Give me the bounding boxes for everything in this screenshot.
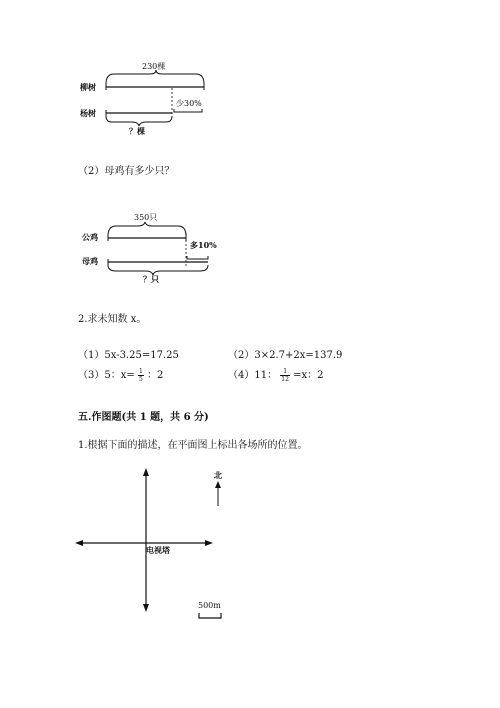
north-arrow-head	[215, 481, 221, 488]
equation-3-prefix: （3）5：x=	[78, 370, 135, 381]
equation-4	[228, 366, 324, 383]
fraction-numerator: 1	[280, 368, 290, 376]
axis-arrow-left	[75, 540, 83, 546]
diagram1-row2-label: 杨树	[80, 108, 96, 118]
diagram2-row1-label: 公鸡	[82, 232, 98, 242]
diagram2-total-label: 350只	[134, 213, 158, 222]
section-5-title: 五.作图题(共 1 题，共 6 分)	[78, 412, 209, 423]
equation-1: （1）5x-3.25=17.25	[78, 350, 179, 361]
diagram1-unknown-label: ？棵	[129, 126, 145, 136]
axis-arrow-up	[143, 468, 149, 476]
diagram2-total-brace	[108, 222, 186, 236]
diagram2-more-bracket	[187, 256, 208, 259]
diagram1-row1-label: 柳树	[80, 82, 96, 92]
fraction-denominator: 12	[281, 376, 289, 383]
scale-label: 500m	[198, 601, 221, 610]
diagram1-less-bracket	[174, 109, 202, 112]
fraction-numerator: 1	[138, 368, 143, 375]
equation-4-fraction	[280, 368, 290, 383]
section-2-title: 2.求未知数 x。	[78, 314, 147, 325]
tv-tower-label: 电视塔	[146, 545, 170, 555]
task-1-instruction: 1.根据下面的描述，在平面图上标出各场所的位置。	[78, 440, 308, 451]
axis-arrow-down	[143, 604, 149, 612]
question-2: （2）母鸡有多少只？	[78, 166, 175, 177]
equation-2: （2）3×2.7+2x=137.9	[228, 350, 343, 361]
equation-4-prefix: （4）11：	[228, 370, 278, 381]
equation-4-suffix: =x：2	[293, 370, 324, 381]
fraction-denominator: 5	[138, 376, 143, 383]
equation-3-suffix: ：2	[146, 370, 164, 381]
diagram2-unknown-label: ？只	[143, 274, 159, 284]
scale-bar	[199, 613, 221, 618]
equation-3	[78, 366, 163, 383]
diagram1-unknown-brace	[106, 116, 172, 126]
diagram2-row2-label: 母鸡	[82, 256, 98, 266]
north-label: 北	[214, 470, 222, 480]
equation-3-fraction	[138, 368, 144, 383]
diagram1-less-label: 少30%	[176, 99, 202, 108]
diagram1-total-label: 230棵	[142, 62, 166, 71]
diagram1-total-brace	[106, 70, 204, 84]
axis-arrow-right	[205, 540, 213, 546]
diagram2-more-label: 多10%	[190, 240, 217, 250]
